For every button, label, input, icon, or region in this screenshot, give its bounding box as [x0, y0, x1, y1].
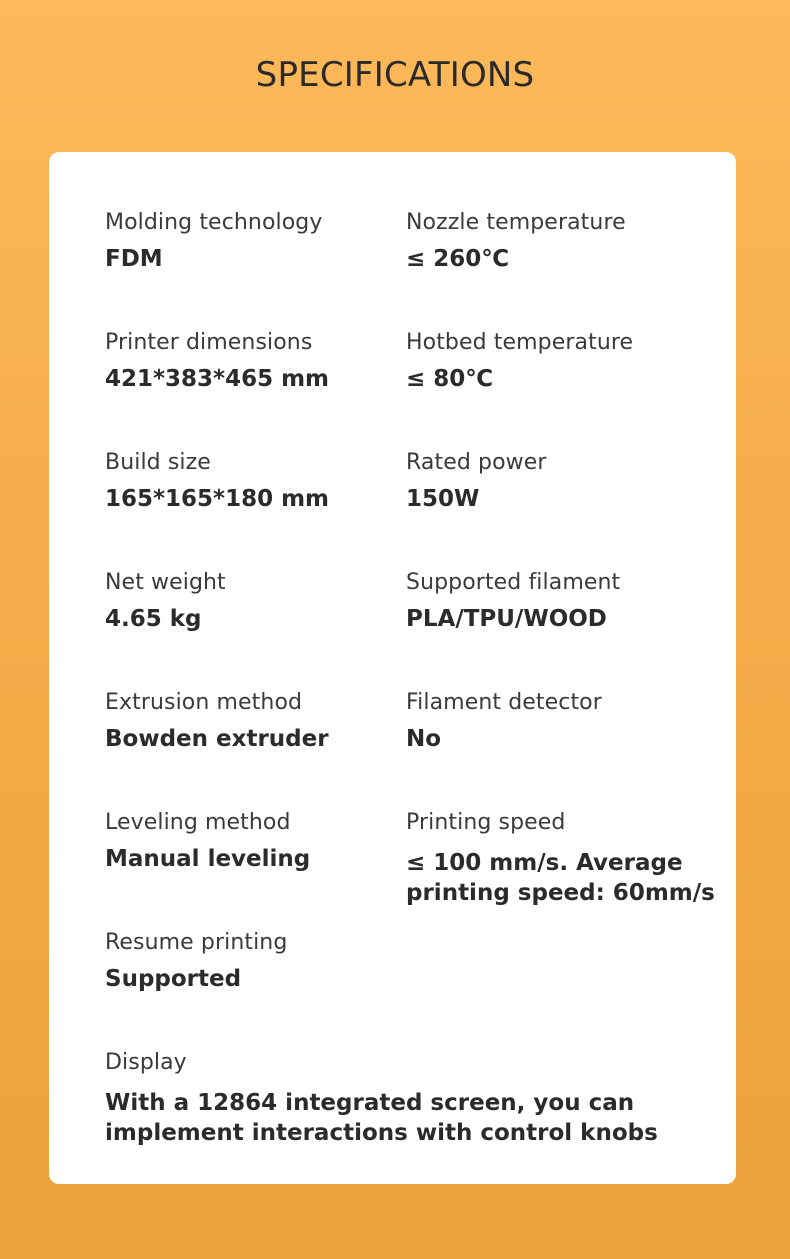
spec-nozzle-temperature	[406, 208, 706, 274]
spec-extrusion-method	[105, 688, 405, 754]
spec-value: Bowden extruder	[105, 726, 329, 752]
spec-filament-detector	[406, 688, 706, 754]
spec-label: Hotbed temperature	[406, 330, 634, 355]
spec-label: Filament detector	[406, 690, 602, 715]
spec-label: Display	[105, 1050, 187, 1075]
spec-value: No	[406, 726, 442, 752]
spec-printing-speed	[406, 808, 726, 908]
spec-value: 165*165*180 mm	[105, 486, 330, 512]
spec-label: Build size	[105, 450, 211, 475]
spec-leveling-method	[105, 808, 405, 874]
spec-hotbed-temperature	[406, 328, 706, 394]
spec-label: Net weight	[105, 570, 226, 595]
spec-label: Printer dimensions	[105, 330, 313, 355]
spec-value: FDM	[105, 246, 163, 272]
spec-label: Leveling method	[105, 810, 291, 835]
spec-resume-printing	[105, 928, 405, 994]
spec-value: ≤ 100 mm/s. Average printing speed: 60mm/s	[406, 850, 715, 906]
spec-supported-filament	[406, 568, 706, 634]
specifications-card	[49, 152, 736, 1184]
spec-net-weight	[105, 568, 405, 634]
spec-label: Printing speed	[406, 810, 566, 835]
spec-label: Nozzle temperature	[406, 210, 626, 235]
spec-value: ≤ 260℃	[406, 246, 510, 272]
spec-label: Rated power	[406, 450, 547, 475]
spec-value: With a 12864 integrated screen, you can implement interactions with control knobs	[105, 1090, 658, 1146]
spec-build-size	[105, 448, 405, 514]
spec-value: Manual leveling	[105, 846, 311, 872]
spec-rated-power	[406, 448, 706, 514]
page-title: SPECIFICATIONS	[255, 55, 535, 95]
spec-value: 4.65 kg	[105, 606, 202, 632]
spec-printer-dimensions	[105, 328, 405, 394]
spec-value: 150W	[406, 486, 480, 512]
spec-value: Supported	[105, 966, 242, 992]
spec-label: Molding technology	[105, 210, 323, 235]
spec-label: Resume printing	[105, 930, 288, 955]
spec-label: Supported filament	[406, 570, 621, 595]
spec-display	[105, 1048, 705, 1148]
spec-value: ≤ 80℃	[406, 366, 494, 392]
spec-molding-technology	[105, 208, 405, 274]
spec-value: PLA/TPU/WOOD	[406, 606, 607, 632]
spec-value: 421*383*465 mm	[105, 366, 330, 392]
spec-label: Extrusion method	[105, 690, 303, 715]
